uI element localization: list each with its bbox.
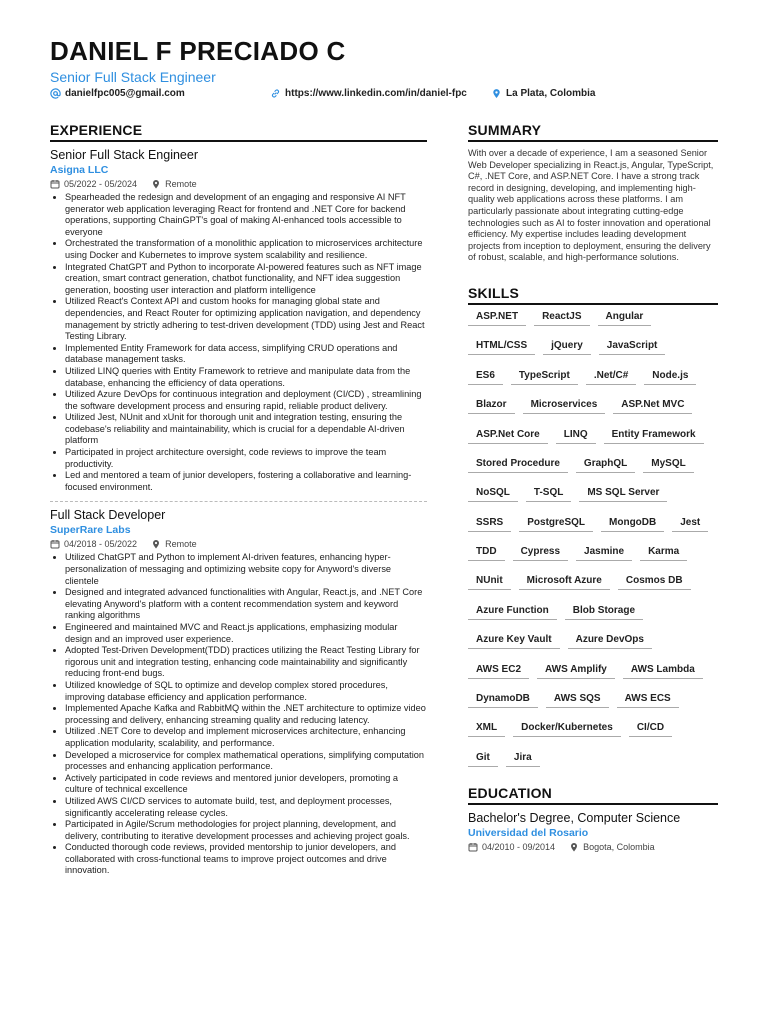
skill-tag: .Net/C#: [586, 370, 636, 385]
school-name: Universidad del Rosario: [468, 827, 589, 840]
list-item: • Utilized Jest, NUnit and xUnit for thorough unit and integration testing, ensuring the codebase's reliability and maintainability, which is crucial for a dependable AI-driven platform: [65, 412, 427, 447]
skill-tag: AWS ECS: [617, 693, 679, 708]
skill-row: [468, 664, 718, 693]
link-icon: [270, 88, 281, 99]
map-pin-icon: [491, 88, 502, 99]
skill-tag: Microsoft Azure: [519, 575, 610, 590]
skill-tag: JavaScript: [599, 340, 666, 355]
calendar-icon: [50, 539, 60, 549]
experience-heading: EXPERIENCE: [50, 122, 427, 142]
skill-tag: AWS Amplify: [537, 664, 615, 679]
list-item: • Utilized ChatGPT and Python to implement AI-driven features, enhancing hyper-personalization of messaging and optimizing website copy for Anyword's diverse clientele: [65, 552, 427, 587]
list-item: • Actively participated in code reviews and mentored junior developers, promoting a culture of technical excellence: [65, 773, 427, 796]
job-bullets: [50, 192, 427, 493]
skill-tag: Node.js: [644, 370, 696, 385]
candidate-name: DANIEL F PRECIADO C: [50, 36, 346, 66]
skill-tag: Docker/Kubernetes: [513, 722, 621, 737]
list-item: • Implemented Apache Kafka and RabbitMQ within the .NET architecture to optimize video processing and delivery, enhancing streaming quality and reducing latency.: [65, 703, 427, 726]
experience-section: [50, 122, 427, 877]
candidate-title: Senior Full Stack Engineer: [50, 69, 216, 85]
list-item: • Utilized AWS CI/CD services to automate build, test, and deployment processes, significantly accelerating release cycles.: [65, 796, 427, 819]
skill-tag: DynamoDB: [468, 693, 538, 708]
job-entry: [50, 148, 427, 493]
skill-row: [468, 487, 718, 516]
skills-heading: SKILLS: [468, 285, 718, 305]
skill-tag: NoSQL: [468, 487, 518, 502]
skill-tag: PostgreSQL: [519, 517, 593, 532]
skill-tag: MS SQL Server: [579, 487, 667, 502]
skill-row: [468, 722, 718, 751]
email-text: danielfpc005@gmail.com: [65, 88, 185, 99]
skill-tag: ASP.Net Core: [468, 429, 548, 444]
skill-tag: Stored Procedure: [468, 458, 568, 473]
skill-tag: Azure DevOps: [568, 634, 652, 649]
company-name: Asigna LLC: [50, 164, 109, 176]
list-item: • Conducted thorough code reviews, provided mentorship to junior developers, and collaborated with cross-functional teams to improve project outcomes and drive innovation.: [65, 842, 427, 877]
job-meta: [50, 179, 427, 189]
skill-tag: AWS EC2: [468, 664, 529, 679]
job-title: Full Stack Developer: [50, 508, 166, 523]
skill-row: [468, 575, 718, 604]
skill-tag: Karma: [640, 546, 687, 561]
skill-tag: Blob Storage: [565, 605, 643, 620]
list-item: • Participated in project architecture oversight, code reviews to improve the team productivity.: [65, 447, 427, 470]
list-item: • Participated in Agile/Scrum methodologies for project planning, development, and delivery, contributing to iterative development processes and achieving project goals.: [65, 819, 427, 842]
skill-row: [468, 517, 718, 546]
at-icon: [50, 88, 61, 99]
skill-row: [468, 605, 718, 634]
job-bullets: [50, 552, 427, 877]
contact-location: [491, 88, 595, 99]
skill-tag: SSRS: [468, 517, 511, 532]
skill-row: [468, 546, 718, 575]
skill-tag: T-SQL: [526, 487, 571, 502]
skill-row: [468, 634, 718, 663]
map-pin-icon: [569, 842, 579, 852]
skill-row: [468, 458, 718, 487]
skill-tag: ASP.Net MVC: [613, 399, 692, 414]
list-item: • Engineered and maintained MVC and React.js applications, emphasizing modular design and an improved user experience.: [65, 622, 427, 645]
job-dates: 05/2022 - 05/2024: [64, 179, 138, 189]
job-title: Senior Full Stack Engineer: [50, 148, 198, 162]
contact-linkedin[interactable]: [270, 88, 467, 99]
job-meta: [50, 539, 427, 549]
skill-tag: ReactJS: [534, 311, 589, 326]
skill-tag: Git: [468, 752, 498, 767]
skill-tag: Jest: [672, 517, 708, 532]
job-entry: [50, 508, 427, 877]
job-location: Remote: [165, 539, 197, 550]
map-pin-icon: [151, 539, 161, 549]
contact-email[interactable]: [50, 88, 185, 99]
education-dates: 04/2010 - 09/2014: [482, 842, 556, 853]
skill-row: [468, 311, 718, 340]
list-item: • Utilized knowledge of SQL to optimize and develop complex stored procedures, improving database efficiency and application performance.: [65, 680, 427, 703]
right-column: [468, 122, 718, 852]
list-item: • Adopted Test-Driven Development(TDD) practices utilizing the React Testing Library for rigorous unit and integration testing, enhancing code maintainability and significantly reducing front-end bugs.: [65, 645, 427, 680]
list-item: • Led and mentored a team of junior developers, fostering a collaborative and learning-focused environment.: [65, 470, 427, 493]
list-item: • Integrated ChatGPT and Python to incorporate AI-powered features such as NFT image creation, smart contract generation, chatbot functionality, and NFT idea suggestion generation, boosting user interaction and platform intelligence: [65, 262, 427, 297]
skill-tag: Microservices: [523, 399, 606, 414]
list-item: • Spearheaded the redesign and development of an engaging and responsive AI NFT generator web application leveraging React for frontend and .NET Core for backend operations, supporting ChainGPT's goal of making AI-enhanced tools accessible to everyone: [65, 192, 427, 238]
skill-tag: Azure Function: [468, 605, 557, 620]
skill-tag: CI/CD: [629, 722, 672, 737]
skill-tag: Blazor: [468, 399, 515, 414]
list-item: • Orchestrated the transformation of a monolithic application to microservices architecture using Docker and Kubernetes to improve system scalability and resilience.: [65, 238, 427, 261]
education-heading: EDUCATION: [468, 785, 718, 805]
skill-row: [468, 693, 718, 722]
skill-row: [468, 370, 718, 399]
skill-row: [468, 340, 718, 369]
skill-tag: ASP.NET: [468, 311, 526, 326]
skill-tag: AWS SQS: [546, 693, 609, 708]
skill-tag: Entity Framework: [604, 429, 704, 444]
skill-tag: Cosmos DB: [618, 575, 691, 590]
skill-tag: MySQL: [643, 458, 693, 473]
skill-tag: TypeScript: [511, 370, 578, 385]
skill-tag: HTML/CSS: [468, 340, 535, 355]
skill-row: [468, 752, 718, 781]
list-item: • Developed a microservice for complex mathematical operations, simplifying computation processes and enhancing application performance.: [65, 750, 427, 773]
skill-tag: Cypress: [513, 546, 568, 561]
list-item: • Implemented Entity Framework for data access, simplifying CRUD operations and database management tasks.: [65, 343, 427, 366]
skill-tag: LINQ: [556, 429, 596, 444]
job-location: Remote: [165, 179, 197, 189]
skill-tag: Jasmine: [576, 546, 632, 561]
calendar-icon: [50, 179, 60, 189]
job-dates: 04/2018 - 05/2022: [64, 539, 138, 550]
skill-tag: Angular: [598, 311, 652, 326]
list-item: • Utilized LINQ queries with Entity Framework to retrieve and manipulate data from the database, enhancing the efficiency of data operations.: [65, 366, 427, 389]
skill-tag: Jira: [506, 752, 540, 767]
skill-row: [468, 429, 718, 458]
degree-title: Bachelor's Degree, Computer Science: [468, 811, 681, 826]
linkedin-text: https://www.linkedin.com/in/daniel-fpc: [285, 88, 467, 99]
skill-tag: XML: [468, 722, 505, 737]
list-item: • Utilized Azure DevOps for continuous integration and deployment (CI/CD) , streamlining the software development process and ensuring rapid, reliable product delivery.: [65, 389, 427, 412]
skill-tag: NUnit: [468, 575, 511, 590]
summary-text: With over a decade of experience, I am a seasoned Senior Web Developer specializing in React.js, Angular, TypeScript, C#, .NET Core, and ASP.NET Core. I have a strong track record in designing, developing, and implementing high-quality web applications across these platforms. I am particularly passionate about integrating cutting-edge technologies such as AI to foster innovation and operational efficiency. My expertise includes leading development projects from inception to deployment, ensuring the delivery of robust, scalable, and high-performance solutions.: [468, 148, 714, 263]
divider: [50, 501, 427, 502]
education-location: Bogota, Colombia: [583, 842, 655, 853]
skill-tag: jQuery: [543, 340, 591, 355]
skill-tag: Azure Key Vault: [468, 634, 560, 649]
education-meta: [468, 842, 718, 852]
calendar-icon: [468, 842, 478, 852]
summary-heading: SUMMARY: [468, 122, 718, 142]
list-item: • Utilized .NET Core to develop and implement microservices architecture, enhancing application modularity, scalability, and performance.: [65, 726, 427, 749]
list-item: • Designed and integrated advanced functionalities with Angular, React.js, and .NET Core elevating Anyword's platform with a content recommendation system and keyword ranking algorithms: [65, 587, 427, 622]
skill-row: [468, 399, 718, 428]
skill-tag: AWS Lambda: [623, 664, 703, 679]
company-name: SuperRare Labs: [50, 524, 131, 537]
skill-tag: ES6: [468, 370, 503, 385]
skill-tag: GraphQL: [576, 458, 635, 473]
map-pin-icon: [151, 179, 161, 189]
skill-tag: MongoDB: [601, 517, 664, 532]
location-text: La Plata, Colombia: [506, 88, 596, 99]
skill-tag: TDD: [468, 546, 505, 561]
skills-list: [468, 311, 718, 781]
list-item: • Utilized React's Context API and custom hooks for managing global state and dependencies, and React Router for optimizing application navigation, and dependency management by strictly adhering to test-driven development (TDD) using Jest and React Testing Library.: [65, 296, 427, 342]
